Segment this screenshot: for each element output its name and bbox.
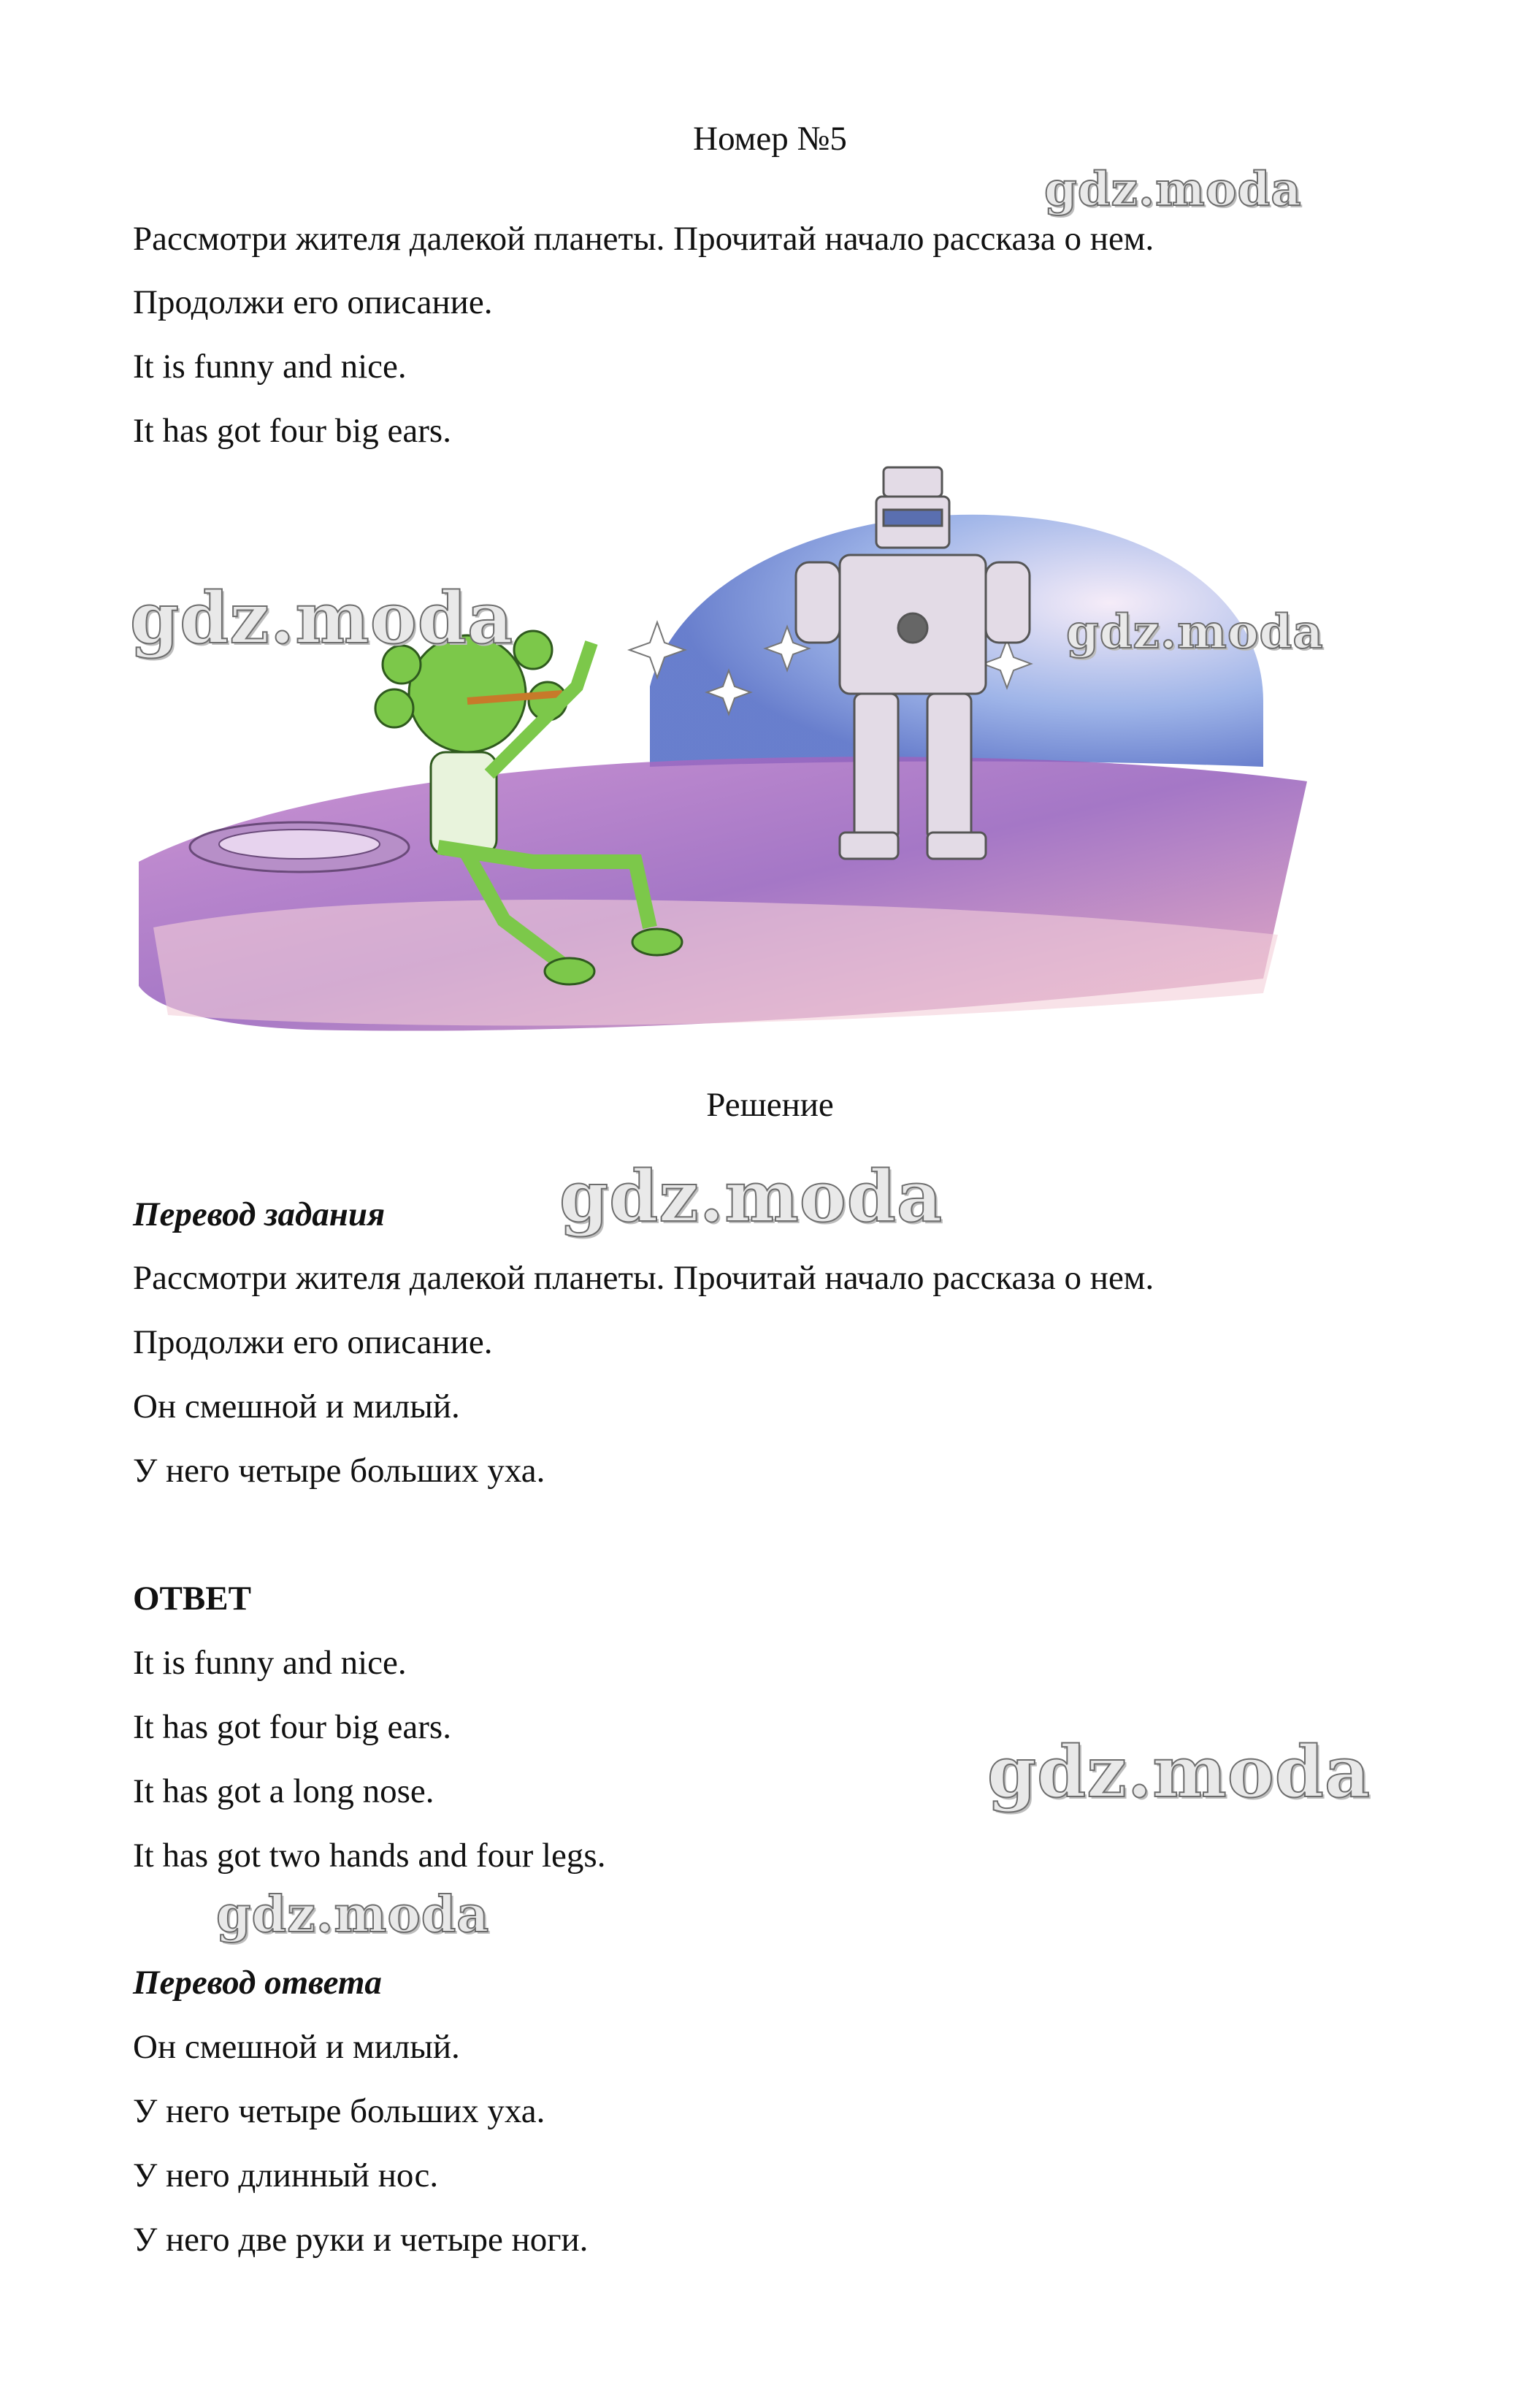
answer-line-3: It has got a long nose. [133,1772,434,1810]
page-title: Номер №5 [693,120,847,158]
watermark: gdz.moda [130,577,514,659]
answer-line-2: It has got four big ears. [133,1708,451,1746]
task-translation-line-2: Продолжи его описание. [133,1323,493,1361]
answer-line-1: It is funny and nice. [133,1644,407,1682]
watermark: gdz.moda [1044,162,1302,217]
answer-translation-line-1: Он смешной и милый. [133,2028,460,2066]
watermark: gdz.moda [987,1731,1371,1813]
solution-heading: Решение [706,1086,834,1124]
task-translation-line-1: Рассмотри жителя далекой планеты. Прочитай начало рассказа о нем. [133,1259,1154,1297]
answer-translation-line-2: У него четыре больших уха. [133,2092,545,2130]
task-translation-heading: Перевод задания [133,1195,386,1233]
answer-translation-heading: Перевод ответа [133,1964,382,2002]
answer-line-4: It has got two hands and four legs. [133,1837,606,1875]
watermark: gdz.moda [559,1155,943,1238]
alien-and-robot-illustration [124,453,1365,1037]
task-translation-line-3: Он смешной и милый. [133,1388,460,1425]
task-line-3: It is funny and nice. [133,348,407,386]
task-line-1: Рассмотри жителя далекой планеты. Прочитай начало рассказа о нем. [133,220,1154,258]
answer-translation-line-4: У него две руки и четыре ноги. [133,2221,589,2259]
answer-heading: ОТВЕТ [133,1580,251,1618]
watermark: gdz.moda [216,1886,490,1944]
watermark: gdz.moda [1066,605,1324,659]
task-line-2: Продолжи его описание. [133,283,493,321]
task-line-4: It has got four big ears. [133,412,451,450]
task-translation-line-4: У него четыре больших уха. [133,1452,545,1490]
answer-translation-line-3: У него длинный нос. [133,2156,439,2194]
